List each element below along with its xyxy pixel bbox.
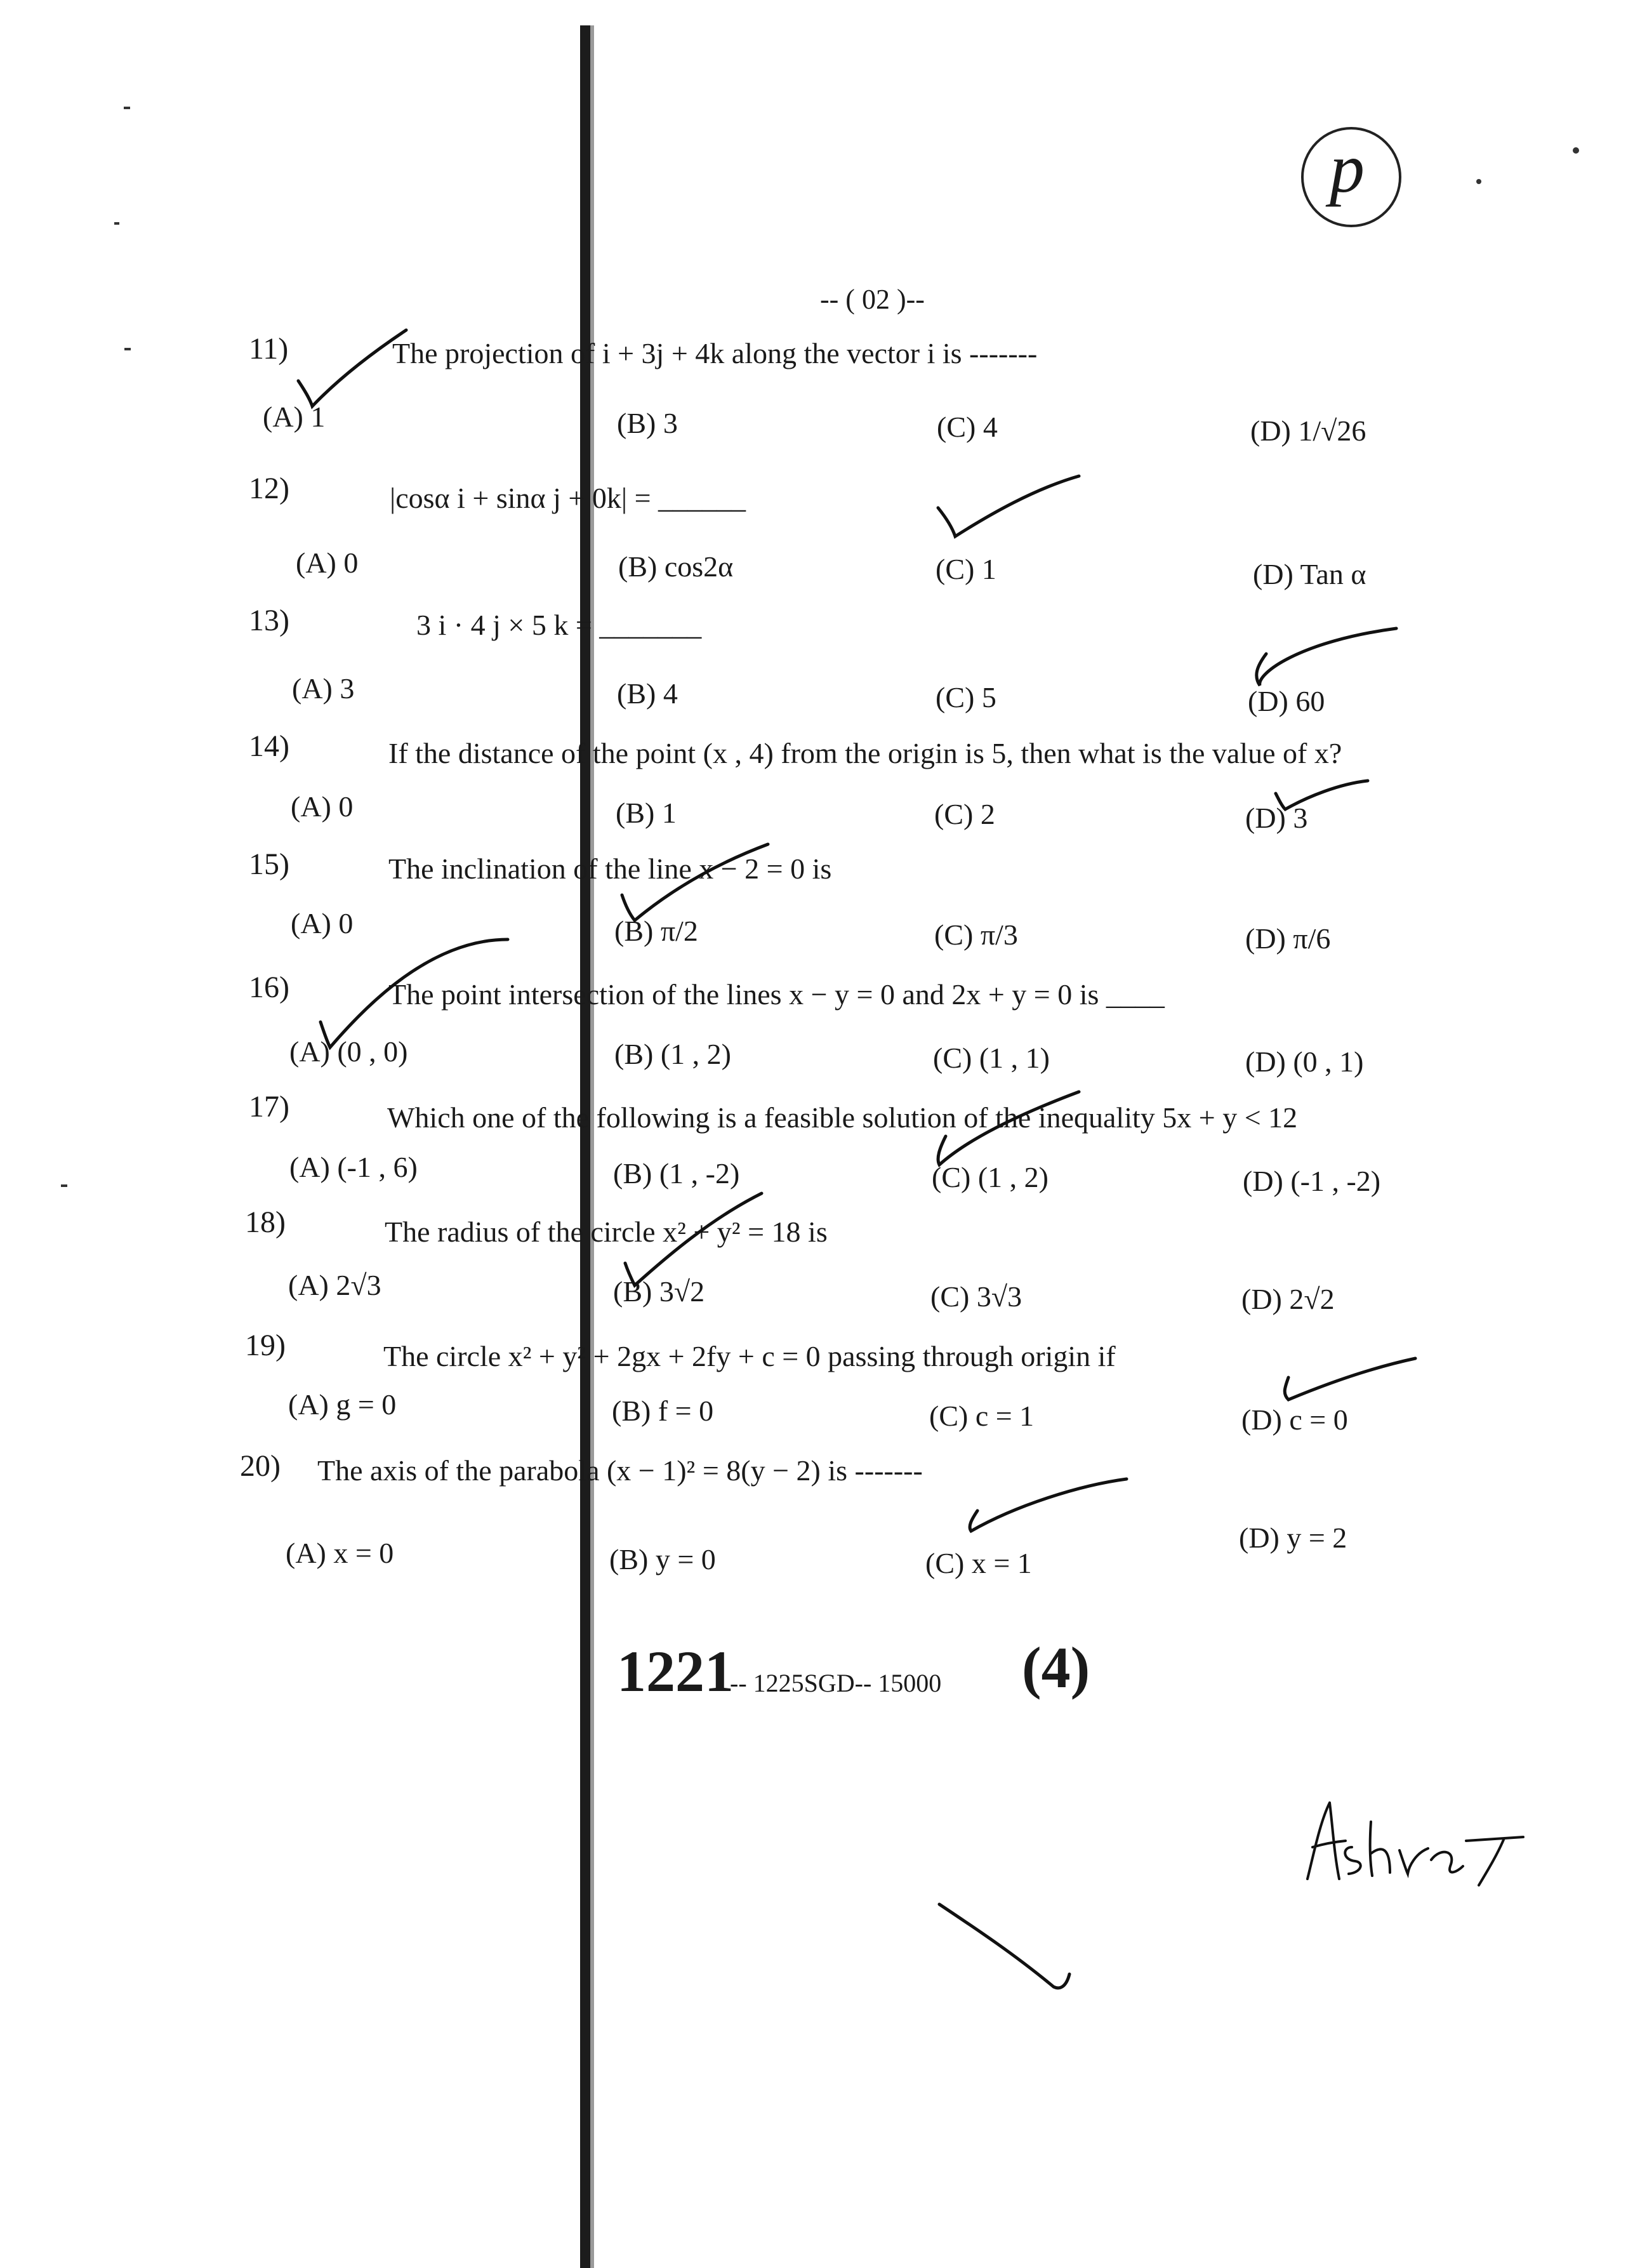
option-b[interactable]: (B) 1 [616, 797, 677, 829]
option-d[interactable]: (D) (0 , 1) [1245, 1045, 1364, 1078]
option-c[interactable]: (C) 2 [934, 798, 995, 830]
option-d[interactable]: (D) (-1 , -2) [1243, 1165, 1381, 1197]
question-text: The circle x² + y² + 2gx + 2fy + c = 0 passing through origin if [383, 1340, 1116, 1372]
option-b[interactable]: (B) (1 , -2) [613, 1157, 740, 1190]
check-mark-q16 [321, 939, 508, 1047]
stray-pen-stroke [939, 1904, 1069, 1988]
question-number: 15) [249, 847, 289, 881]
check-mark-q19 [1285, 1358, 1415, 1400]
question-text: The radius of the circle x² + y² = 18 is [385, 1216, 828, 1248]
option-d[interactable]: (D) c = 0 [1241, 1403, 1348, 1436]
option-b[interactable]: (B) f = 0 [612, 1395, 714, 1427]
option-a[interactable]: (A) g = 0 [288, 1388, 397, 1421]
option-a[interactable]: (A) 0 [296, 547, 359, 579]
question-number: 13) [249, 604, 289, 637]
option-d[interactable]: (D) 3 [1245, 802, 1308, 834]
option-a[interactable]: (A) 0 [291, 907, 354, 939]
option-a[interactable]: (A) 2√3 [288, 1269, 381, 1301]
option-d[interactable]: (D) π/6 [1245, 922, 1331, 955]
question-number: 17) [249, 1090, 289, 1124]
option-a[interactable]: (A) 1 [263, 401, 326, 433]
check-mark-q14 [1276, 781, 1368, 809]
question-text: If the distance of the point (x , 4) from the origin is 5, then what is the value of x? [388, 737, 1342, 769]
question-number: 18) [245, 1205, 286, 1239]
question-text: 3 i · 4 j × 5 k = _______ [416, 609, 702, 641]
option-b[interactable]: (B) 4 [617, 677, 678, 710]
check-mark-q20 [970, 1479, 1127, 1531]
question-number: 11) [249, 332, 289, 366]
paper-code: 1221 [617, 1639, 734, 1704]
question-number: 12) [249, 472, 289, 505]
paper-subcode: -- 1225SGD-- 15000 [730, 1669, 942, 1697]
question-number: 19) [245, 1329, 286, 1362]
option-b[interactable]: (B) cos2α [618, 550, 734, 583]
option-c[interactable]: (C) (1 , 1) [933, 1042, 1050, 1074]
corner-mark-letter: p [1330, 129, 1365, 207]
option-b[interactable]: (B) (1 , 2) [614, 1038, 731, 1070]
option-a[interactable]: (A) 3 [292, 672, 355, 705]
question-number: 14) [249, 729, 289, 763]
paper-number: (4) [1022, 1635, 1090, 1700]
option-b[interactable]: (B) y = 0 [609, 1543, 716, 1575]
option-c[interactable]: (C) c = 1 [929, 1400, 1035, 1432]
option-c[interactable]: (C) 1 [936, 553, 996, 585]
question-text: The axis of the parabola (x − 1)² = 8(y − 2) is ------- [317, 1454, 923, 1487]
question-number: 20) [240, 1449, 281, 1483]
question-text: The point intersection of the lines x − y = 0 and 2x + y = 0 is ____ [388, 978, 1165, 1011]
option-c[interactable]: (C) π/3 [934, 918, 1018, 951]
option-a[interactable]: (A) x = 0 [286, 1537, 394, 1569]
option-c[interactable]: (C) (1 , 2) [932, 1161, 1048, 1193]
check-mark-q13 [1257, 628, 1396, 686]
option-d[interactable]: (D) 60 [1248, 685, 1325, 717]
check-mark-q18 [625, 1193, 762, 1285]
question-text: Which one of the following is a feasible solution of the inequality 5x + y < 12 [387, 1101, 1298, 1134]
option-d[interactable]: (D) 1/√26 [1250, 414, 1366, 447]
option-c[interactable]: (C) x = 1 [925, 1547, 1032, 1579]
option-a[interactable]: (A) 0 [291, 790, 354, 823]
option-a[interactable]: (A) (0 , 0) [289, 1035, 408, 1068]
option-d[interactable]: (D) y = 2 [1239, 1522, 1347, 1554]
check-mark-q17 [938, 1092, 1079, 1165]
option-c[interactable]: (C) 5 [936, 681, 996, 713]
option-c[interactable]: (C) 4 [937, 411, 998, 443]
question-text: The projection of i + 3j + 4k along the vector i is ------- [392, 337, 1038, 369]
option-c[interactable]: (C) 3√3 [930, 1280, 1022, 1313]
option-b[interactable]: (B) 3√2 [613, 1275, 705, 1308]
question-text: The inclination of the line x − 2 = 0 is [388, 852, 832, 885]
option-b[interactable]: (B) 3 [617, 407, 678, 439]
check-mark-q12 [938, 476, 1079, 536]
option-d[interactable]: (D) Tan α [1253, 558, 1366, 590]
option-d[interactable]: (D) 2√2 [1241, 1283, 1335, 1315]
check-mark-q11 [298, 330, 406, 406]
option-a[interactable]: (A) (-1 , 6) [289, 1151, 418, 1183]
option-b[interactable]: (B) π/2 [614, 915, 698, 947]
check-mark-q15 [622, 844, 768, 920]
page-marker: -- ( 02 )-- [820, 284, 925, 315]
question-text: |cosα i + sinα j + 0k| = ______ [390, 482, 746, 514]
question-number: 16) [249, 971, 289, 1004]
